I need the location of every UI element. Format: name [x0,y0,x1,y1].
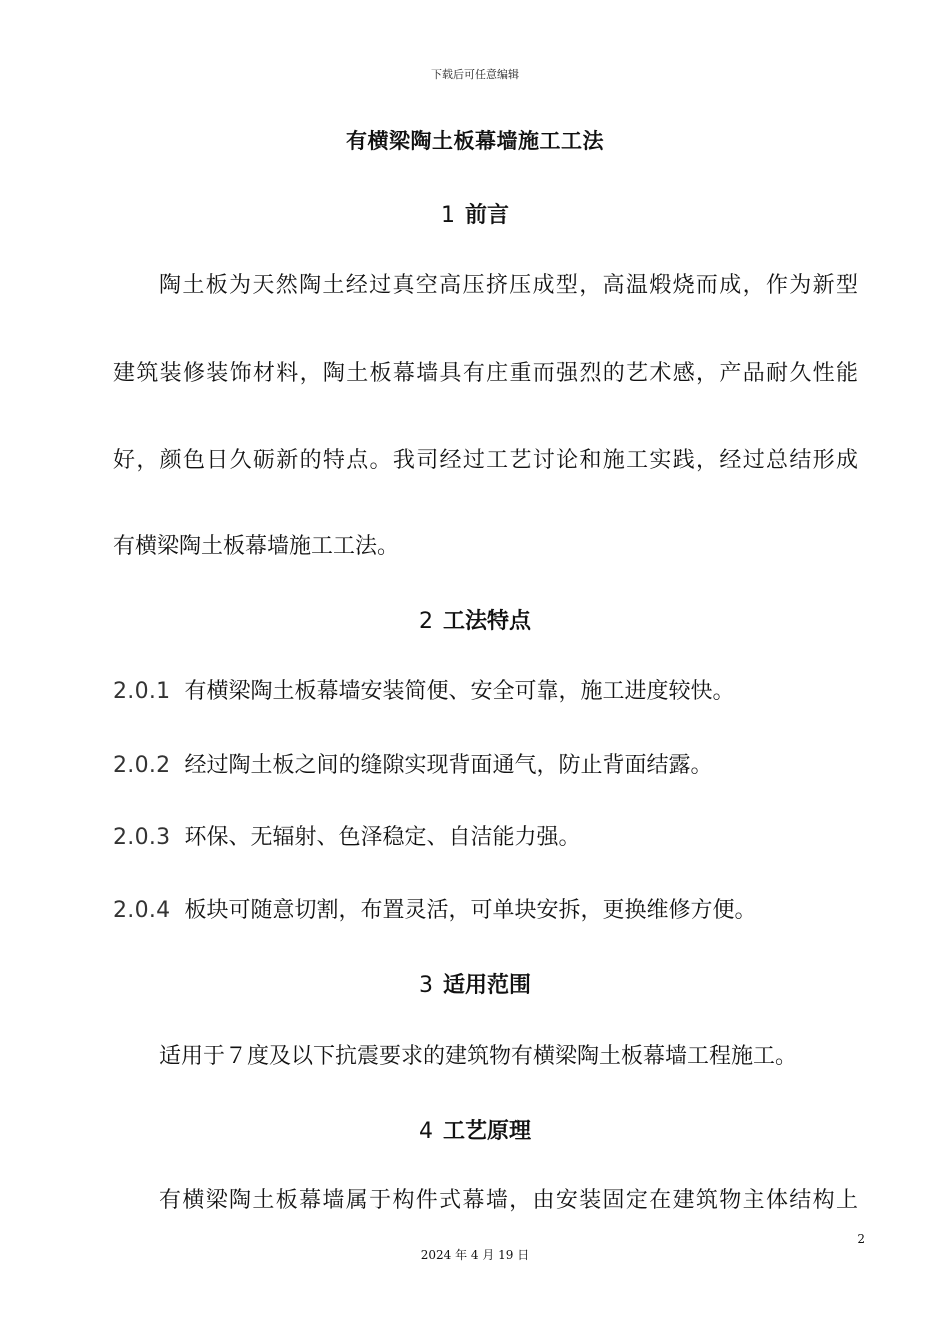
paragraph-line: 有横梁陶土板幕墙属于构件式幕墙，由安装固定在建筑物主体结构上 [159,1188,858,1213]
section-title: 工法特点 [442,609,531,634]
paragraph-line: 陶土板为天然陶土经过真空高压挤压成型，高温煅烧而成，作为新型 [159,273,858,298]
section-number: 1 [440,203,455,228]
section-heading-4 [0,1114,950,1145]
item-number: 2.0.3 [113,825,171,850]
feature-item [113,751,713,781]
section-number: 3 [418,973,433,998]
section-heading-2 [0,604,950,635]
section-title: 工艺原理 [442,1119,531,1144]
item-text: 板块可随意切割，布置灵活，可单块安拆，更换维修方便。 [184,898,757,923]
paragraph-line: 有横梁陶土板幕墙施工工法。 [113,534,400,559]
document-title: 有横梁陶土板幕墙施工工法 [346,129,604,153]
item-text: 有横梁陶土板幕墙安装简便、安全可靠，施工进度较快。 [184,679,735,704]
page-number: 2 [857,1232,865,1246]
feature-item [113,677,735,707]
item-text: 经过陶土板之间的缝隙实现背面通气，防止背面结露。 [184,753,713,778]
header-note: 下载后可任意编辑 [431,68,519,81]
section-heading-3 [0,968,950,999]
item-number: 2.0.4 [113,898,171,923]
section-number: 2 [418,609,433,634]
section-heading-1 [0,198,950,229]
feature-item [113,896,757,926]
section-title: 前言 [464,203,509,228]
footer-date: 2024 年 4 月 19 日 [420,1248,530,1262]
section-title: 适用范围 [442,973,531,998]
item-number: 2.0.1 [113,679,171,704]
item-text: 环保、无辐射、色泽稳定、自洁能力强。 [184,825,581,850]
paragraph-line: 建筑装修装饰材料，陶土板幕墙具有庄重而强烈的艺术感，产品耐久性能 [113,361,858,386]
item-number: 2.0.2 [113,753,171,778]
paragraph-line: 适用于７度及以下抗震要求的建筑物有横梁陶土板幕墙工程施工。 [159,1044,798,1069]
feature-item [113,823,581,853]
section-number: 4 [418,1119,433,1144]
paragraph-line: 好，颜色日久砺新的特点。我司经过工艺讨论和施工实践，经过总结形成 [113,448,858,473]
